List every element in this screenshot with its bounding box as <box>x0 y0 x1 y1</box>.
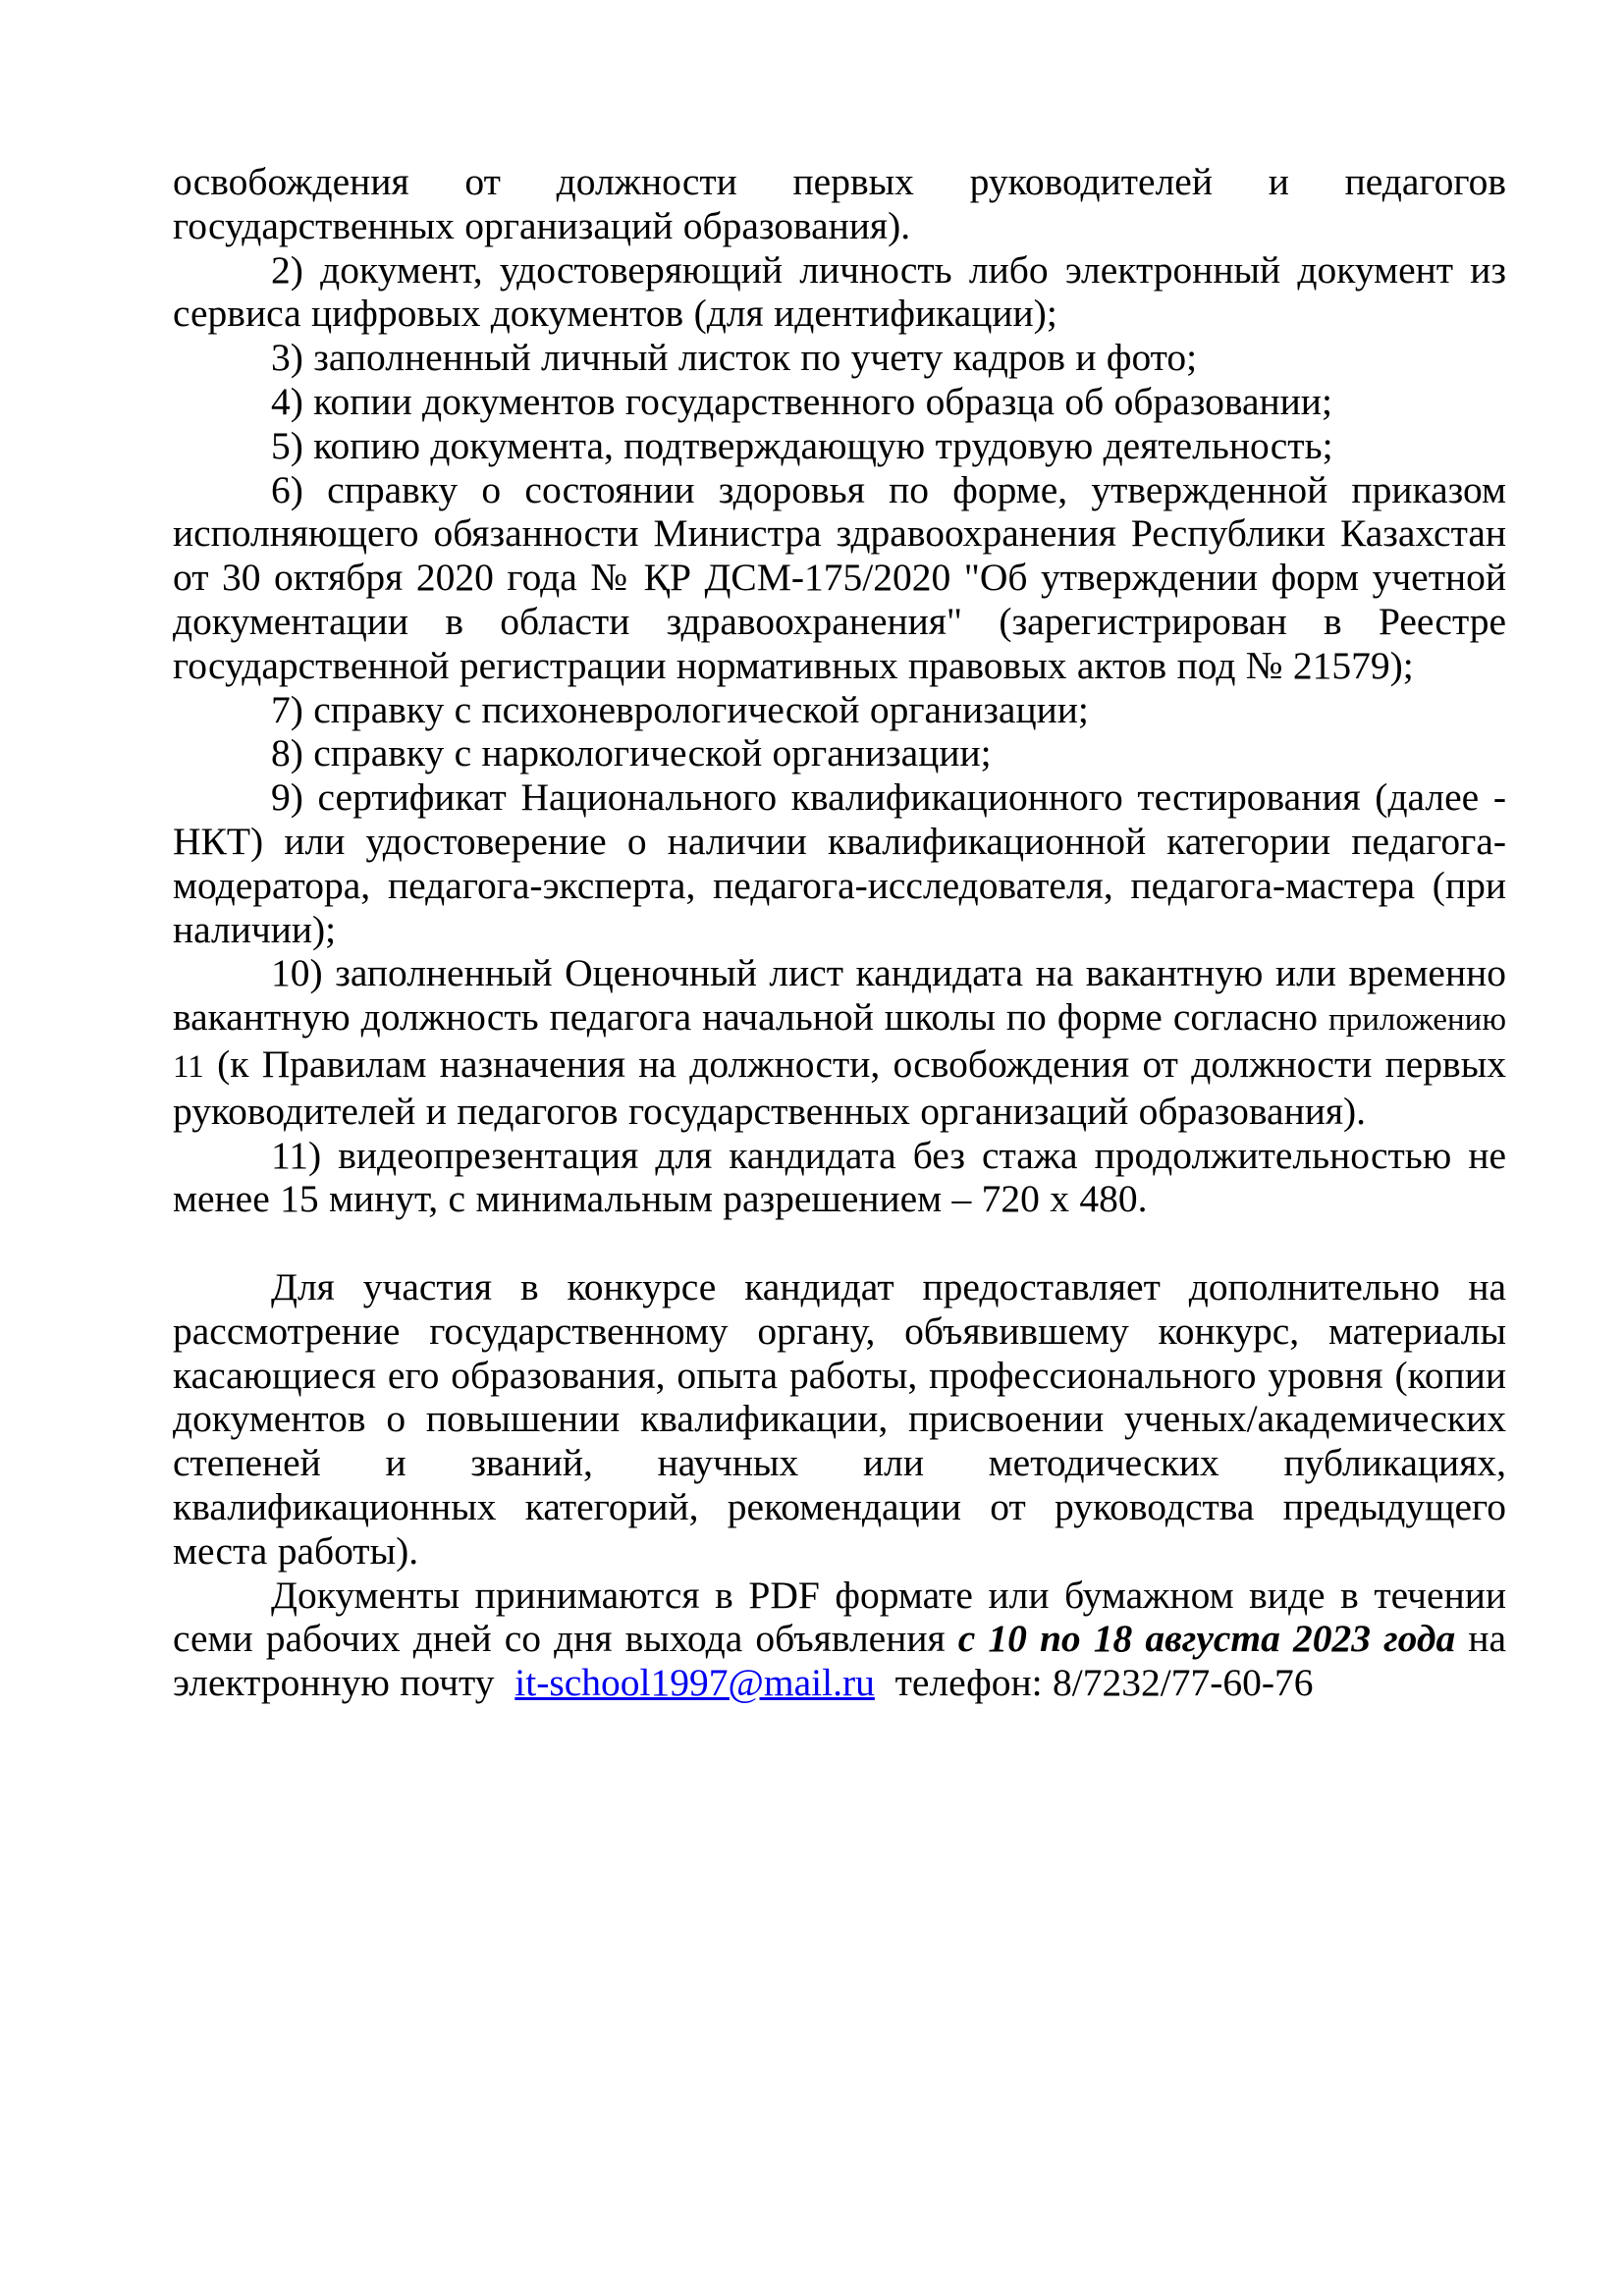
text-segment: (к Правилам назначения на должности, освобождения от должности первых руководителей и педагогов государственных организаций образования). <box>173 1041 1506 1133</box>
text-segment: на электронную почту <box>173 1617 1506 1705</box>
text-segment: Документы принимаются в PDF формате или бумажном виде в течении семи рабочих дней со дня выхода объявления <box>173 1573 1506 1661</box>
paragraph-14 <box>173 1574 1506 1705</box>
paragraph-8 <box>173 731 1506 775</box>
text-segment: телефон: 8/7232/77-60-76 <box>874 1661 1314 1705</box>
paragraph-5 <box>173 424 1506 468</box>
paragraph-4 <box>173 380 1506 424</box>
paragraph-1 <box>173 160 1506 248</box>
paragraph-13 <box>173 1265 1506 1574</box>
paragraph-9 <box>173 775 1506 951</box>
text-segment: 5) копию документа, подтверждающую трудовую деятельность; <box>271 423 1333 467</box>
paragraph-11 <box>173 1134 1506 1222</box>
paragraph-6 <box>173 468 1506 688</box>
text-segment: 3) заполненный личный листок по учету кадров и фото; <box>271 336 1198 380</box>
paragraph-7 <box>173 688 1506 732</box>
text-segment: Для участия в конкурсе кандидат предоставляет дополнительно на рассмотрение государственному органу, объявившему конкурс, материалы касающиеся его образования, опыта работы, профессионального уровня (копии документов о повышении квалификации, присвоении ученых/академических степеней и званий, научных или методических публикациях, квалификационных категорий, рекомендации от руководства предыдущего места работы). <box>173 1264 1506 1573</box>
text-segment: 9) сертификат Национального квалификационного тестирования (далее - НКТ) или удостоверение о наличии квалификационной категории педагога-модератора, педагога-эксперта, педагога-исследователя, педагога-мастера (при наличии); <box>173 775 1506 951</box>
paragraph-3 <box>173 336 1506 380</box>
text-segment: с 10 по 18 августа 2023 года <box>957 1617 1456 1661</box>
text-segment: освобождения от должности первых руководителей и педагогов государственных организаций образования). <box>173 160 1506 247</box>
text-segment: 7) справку с психоневрологической организации; <box>271 687 1089 731</box>
text-segment: 10) заполненный Оценочный лист кандидата на вакантную или временно вакантную должность педагога начальной школы по форме согласно <box>173 951 1506 1040</box>
email-link[interactable]: it-school1997@mail.ru <box>514 1661 875 1705</box>
text-segment: 2) документ, удостоверяющий личность либо электронный документ из сервиса цифровых документов (для идентификации); <box>173 247 1506 336</box>
text-segment: 4) копии документов государственного образца об образовании; <box>271 379 1332 423</box>
text-segment: 11) видеопрезентация для кандидата без стажа продолжительностью не менее 15 минут, с минимальным разрешением – 720 х 480. <box>173 1133 1506 1221</box>
text-segment: 6) справку о состоянии здоровья по форме, утвержденной приказом исполняющего обязанности Министра здравоохранения Республики Казахстан от 30 октября 2020 года № ҚР ДСМ-175/2020 "Об утверждении форм учетной документации в области здравоохранения" (зарегистрирован в Реестре государственной регистрации нормативных правовых актов под № 21579); <box>173 467 1506 687</box>
paragraph-10 <box>173 951 1506 1133</box>
text-segment: приложению 11 <box>173 1002 1506 1085</box>
blank-line <box>173 1221 1506 1265</box>
text-segment: 8) справку с наркологической организации; <box>271 731 992 775</box>
paragraph-2 <box>173 248 1506 337</box>
document-body <box>173 160 1506 1705</box>
